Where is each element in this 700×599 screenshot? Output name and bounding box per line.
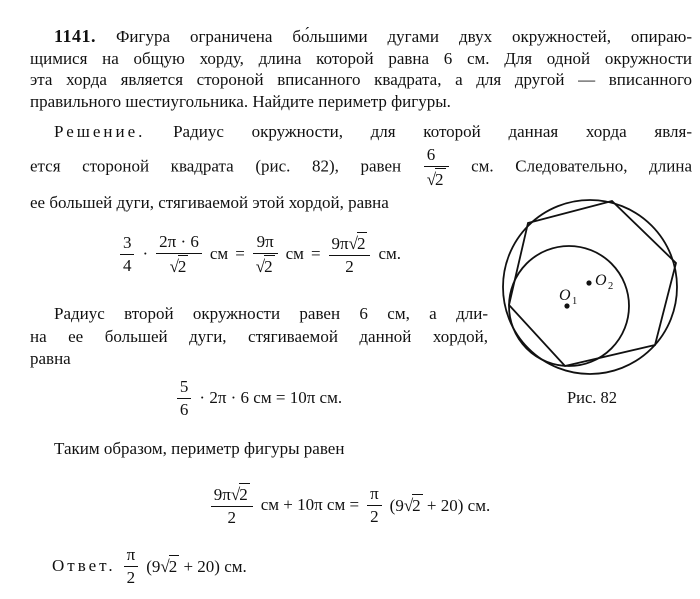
answer-tail xyxy=(146,555,247,577)
fraction-5-6 xyxy=(176,377,193,420)
solution-text-2b: см. Следовательно, длина xyxy=(471,155,692,175)
radical-sign: √ xyxy=(169,256,179,276)
formula2-rest: · 2π · 6 см = 10π см. xyxy=(199,388,343,407)
answer-line xyxy=(30,543,590,589)
formula-arc-square-circle xyxy=(30,224,490,284)
fraction-numerator: 9π xyxy=(253,232,278,254)
fraction-numerator: 3 xyxy=(120,233,135,255)
fraction-numerator: 5 xyxy=(177,377,192,399)
formula-perimeter-sum xyxy=(0,476,700,534)
fraction-pi-2 xyxy=(366,484,383,527)
tail-end: + 20) см. xyxy=(179,557,247,576)
fraction-denominator: 4 xyxy=(122,255,132,275)
radical-argument: 2 xyxy=(264,256,273,276)
solution-line-3: ее большей дуги, стягиваемой этой хордой, равна xyxy=(30,192,389,212)
radical-argument: 2 xyxy=(356,233,366,253)
formula-arc-hexagon-circle xyxy=(30,376,488,420)
large-circle xyxy=(503,200,677,374)
fraction-denominator: 2 xyxy=(126,567,136,587)
solution-text-2a: ется стороной квадрата (рис. 82), равен xyxy=(30,155,402,175)
fraction-denominator: 2 xyxy=(370,506,379,526)
para2-line-1: Радиус второй окружности равен 6 см, а дли- xyxy=(54,304,488,323)
unit-cm: см. xyxy=(378,244,402,263)
fraction-denominator xyxy=(156,254,202,277)
fraction-3-4 xyxy=(119,233,136,276)
label-o1-subscript: 1 xyxy=(572,296,578,307)
fraction-numerator: π xyxy=(367,484,382,506)
coefficient: 9π xyxy=(331,233,349,253)
second-circle-paragraph xyxy=(30,303,488,371)
fraction-denominator: 2 xyxy=(227,507,236,527)
center-dot-o2 xyxy=(586,280,591,285)
fraction-numerator: 2π · 6 xyxy=(156,232,202,254)
fraction-9pisqrt2-2 xyxy=(210,483,254,528)
fraction-denominator xyxy=(424,167,449,190)
fraction-numerator xyxy=(329,232,371,256)
para2-line-3: равна xyxy=(30,349,71,368)
coefficient: 9π xyxy=(213,484,231,504)
solution-line-1 xyxy=(30,121,692,143)
answer-label: Ответ. xyxy=(52,556,116,575)
multiplication-dot: · xyxy=(142,244,149,263)
fraction-denominator xyxy=(253,254,278,277)
para3-line: Таким образом, периметр фигуры равен xyxy=(54,439,345,458)
formula3-middle: см + 10π см = xyxy=(260,495,360,514)
figure-rys-82 xyxy=(493,190,691,388)
radical-argument: 2 xyxy=(412,496,421,515)
perimeter-intro-paragraph xyxy=(30,438,692,460)
fraction-9pisqrt2-2 xyxy=(328,232,372,277)
tail-end: + 20) см. xyxy=(422,496,491,515)
label-o2: O xyxy=(595,272,607,289)
parenthesis-open: (9 xyxy=(146,557,161,576)
label-o1: O xyxy=(559,287,571,304)
formula3-tail xyxy=(390,494,491,516)
fraction-pi-2 xyxy=(123,545,140,588)
problem-line-1 xyxy=(30,26,692,48)
solution-line-2 xyxy=(30,145,692,190)
radical-sign: √ xyxy=(426,169,437,189)
fraction-numerator xyxy=(211,483,253,507)
radical-argument: 2 xyxy=(239,484,248,504)
fraction-denominator: 6 xyxy=(179,399,189,419)
radical-sign: √ xyxy=(230,484,241,504)
center-dot-o1 xyxy=(564,303,569,308)
equals-sign: = xyxy=(310,244,321,263)
solution-label: Решение. xyxy=(54,122,146,141)
fraction-numerator: 6 xyxy=(424,145,449,167)
para2-line-2: на ее большей дуги, стягиваемой данной хордой, xyxy=(30,326,488,346)
fraction-9pi-sqrt2 xyxy=(252,232,279,277)
parenthesis-open: (9 xyxy=(389,496,404,515)
equals-sign: = xyxy=(235,244,245,263)
solution-text-1: Радиус окружности, для которой данная хорда явля- xyxy=(173,122,692,141)
problem-number: 1141. xyxy=(54,26,97,46)
radical-sign: √ xyxy=(160,557,170,576)
problem-line-3: эта хорда является стороной вписанного квадрата, а для другой — вписанного xyxy=(30,70,692,89)
figure-caption: Рис. 82 xyxy=(566,388,618,407)
problem-statement xyxy=(30,26,692,112)
problem-line-2: щимися на общую хорду, длина которой равна 6 см. Для одной окружности xyxy=(30,48,692,68)
problem-line-4: правильного шестиугольника. Найдите периметр фигуры. xyxy=(30,91,451,111)
problem-text-1: Фигура ограничена бо́льшими дугами двух окружностей, опираю- xyxy=(115,27,693,46)
geometry-figure xyxy=(493,190,691,388)
radical-sign: √ xyxy=(348,233,358,253)
fraction-numerator: π xyxy=(124,545,139,567)
fraction-2pi6-sqrt2 xyxy=(155,232,203,277)
label-o2-subscript: 2 xyxy=(608,281,614,292)
inline-fraction xyxy=(423,145,450,190)
unit-cm: см xyxy=(285,244,304,263)
unit-cm: см xyxy=(209,244,229,263)
radical-sign: √ xyxy=(255,256,266,276)
fraction-denominator: 2 xyxy=(345,256,354,276)
radical-argument: 2 xyxy=(168,557,178,576)
radical-argument: 2 xyxy=(435,169,444,189)
radical-argument: 2 xyxy=(177,256,187,276)
radical-sign: √ xyxy=(403,496,414,515)
